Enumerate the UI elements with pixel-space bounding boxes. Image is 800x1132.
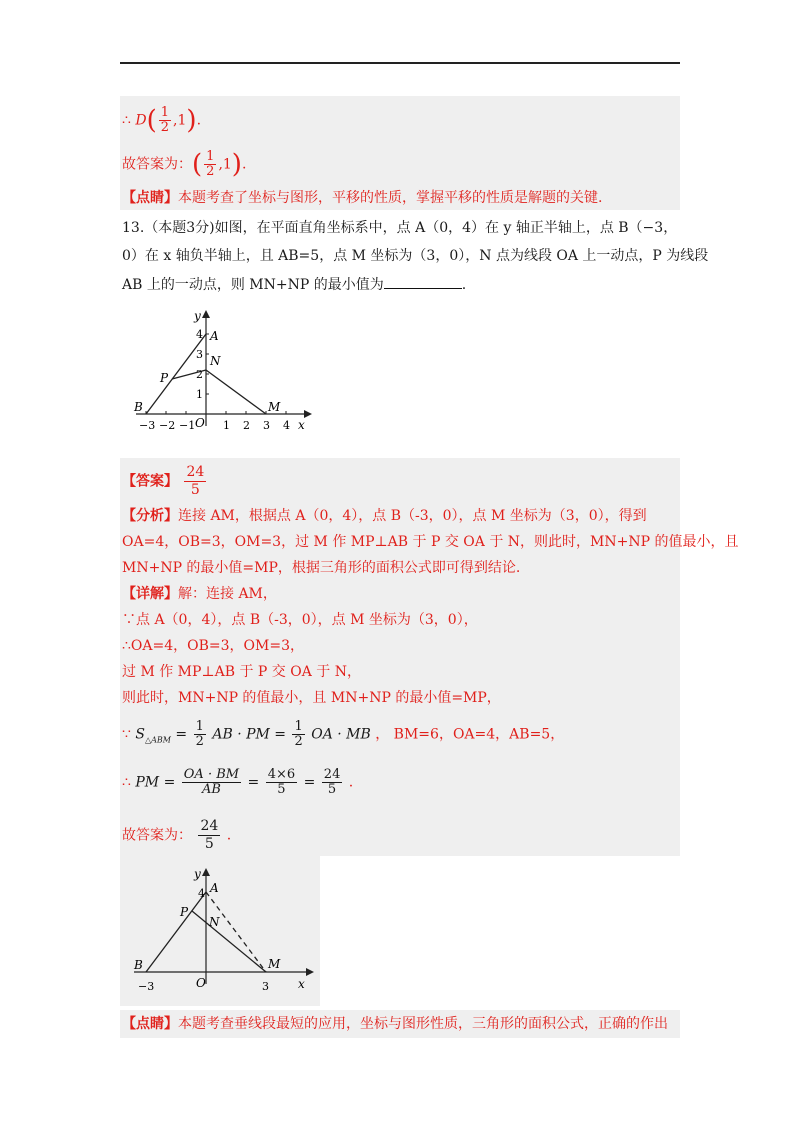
d-coordinate-line: ∴ D( $\frac{1}{2}$ ,1). bbox=[122, 105, 202, 136]
x-tick-label: −3 bbox=[138, 980, 155, 993]
question-line-1: 13.（本题3分)如图，在平面直角坐标系中，点 A（0，4）在 y 轴正半轴上，点 B（−3， bbox=[122, 220, 678, 236]
x-tick-label: −1 bbox=[179, 419, 196, 432]
y-tick-label: 4 bbox=[198, 887, 205, 900]
x-tick-label: 3 bbox=[262, 980, 269, 993]
x-axis-label: x bbox=[298, 418, 305, 432]
analysis-line-2: OA=4，OB=3，OM=3，过 M 作 MP⊥AB 于 P 交 OA 于 N，则此时，MN+NP 的值最小，且 bbox=[122, 534, 739, 550]
final-comment-line: 【点睛】本题考查垂线段最短的应用，坐标与图形性质，三角形的面积公式，正确的作出 bbox=[122, 1016, 668, 1032]
point-p-label: P bbox=[180, 905, 189, 919]
analysis-line-1: 【分析】连接 AM，根据点 A（0，4），点 B（-3，0），点 M 坐标为（3，0），得到 bbox=[122, 508, 647, 524]
origin-label: O bbox=[195, 416, 205, 430]
x-tick-label: 2 bbox=[243, 419, 250, 432]
segment-pm bbox=[192, 911, 266, 972]
top-answer-line: 故答案为：( $\frac{1}{2}$ ,1). bbox=[122, 149, 247, 180]
segment-am-dashed bbox=[206, 892, 266, 972]
question-line-3: AB 上的一动点，则 MN+NP 的最小值为 . bbox=[122, 274, 466, 295]
x-tick-label: 4 bbox=[283, 419, 290, 432]
y-tick-label: 3 bbox=[196, 348, 203, 361]
top-comment-line: 【点睛】本题考查了坐标与图形，平移的性质，掌握平移的性质是解题的关键. bbox=[122, 190, 603, 206]
pm-equation-line: ∴ PM = $\frac{OA \cdot BM}{AB}$ = $\frac{4\times 6}{5}$ = $\frac{24}{5}$ . bbox=[122, 767, 354, 797]
segment-nm bbox=[206, 370, 266, 414]
x-tick-label: −3 bbox=[139, 419, 156, 432]
x-tick-label: 3 bbox=[263, 419, 270, 432]
point-p-label: P bbox=[160, 371, 169, 385]
answer-blank bbox=[384, 274, 462, 289]
x-tick-label: −2 bbox=[159, 419, 176, 432]
header-rule bbox=[120, 62, 680, 64]
x-axis-arrow bbox=[304, 410, 312, 418]
x-tick-label: 1 bbox=[223, 419, 230, 432]
final-answer-line: 故答案为： $\frac{24}{5}$ . bbox=[122, 818, 232, 852]
y-tick-label: 2 bbox=[196, 368, 203, 381]
analysis-line-3: MN+NP 的最小值=MP，根据三角形的面积公式即可得到结论. bbox=[122, 560, 521, 576]
answer-line: 【答案】 $\frac{24}{5}$ bbox=[122, 464, 205, 498]
segment-ab bbox=[146, 892, 206, 972]
point-m-label: M bbox=[268, 400, 281, 414]
detail-line-3: ∴OA=4，OB=3，OM=3， bbox=[122, 638, 304, 654]
x-axis-label: x bbox=[298, 977, 305, 991]
y-axis-arrow bbox=[202, 310, 210, 318]
y-axis-label: y bbox=[194, 867, 201, 881]
y-tick-label: 1 bbox=[196, 388, 203, 401]
coordinate-figure-2 bbox=[126, 866, 320, 996]
detail-line-2: ∵点 A（0，4），点 B（-3，0），点 M 坐标为（3，0）， bbox=[122, 612, 478, 628]
y-tick-label: 4 bbox=[196, 328, 203, 341]
point-a-label: A bbox=[210, 329, 219, 343]
area-equation-line: ∵ $S_{\triangle ABM}$ = $\frac{1}{2}$ AB · PM = $\frac{1}{2}$ OA · MB ， BM=6，OA=4，AB=5， bbox=[122, 719, 565, 749]
x-axis-arrow bbox=[306, 968, 314, 976]
point-a-label: A bbox=[210, 881, 219, 895]
question-line-2: 0）在 x 轴负半轴上，且 AB=5，点 M 坐标为（3，0），N 点为线段 OA 上一动点，P 为线段 bbox=[122, 248, 709, 264]
y-axis-arrow bbox=[202, 868, 210, 876]
detail-line-5: 则此时，MN+NP 的值最小，且 MN+NP 的最小值=MP， bbox=[122, 690, 501, 706]
detail-line-4: 过 M 作 MP⊥AB 于 P 交 OA 于 N， bbox=[122, 664, 361, 680]
detail-line-1: 【详解】解：连接 AM， bbox=[122, 586, 277, 602]
coordinate-figure-1 bbox=[128, 308, 318, 436]
point-b-label: B bbox=[134, 958, 143, 972]
origin-label: O bbox=[196, 976, 206, 990]
point-m-label: M bbox=[268, 957, 281, 971]
point-b-label: B bbox=[134, 400, 143, 414]
y-axis-label: y bbox=[194, 309, 201, 323]
point-n-label: N bbox=[210, 354, 221, 368]
point-n-label: N bbox=[209, 915, 220, 929]
